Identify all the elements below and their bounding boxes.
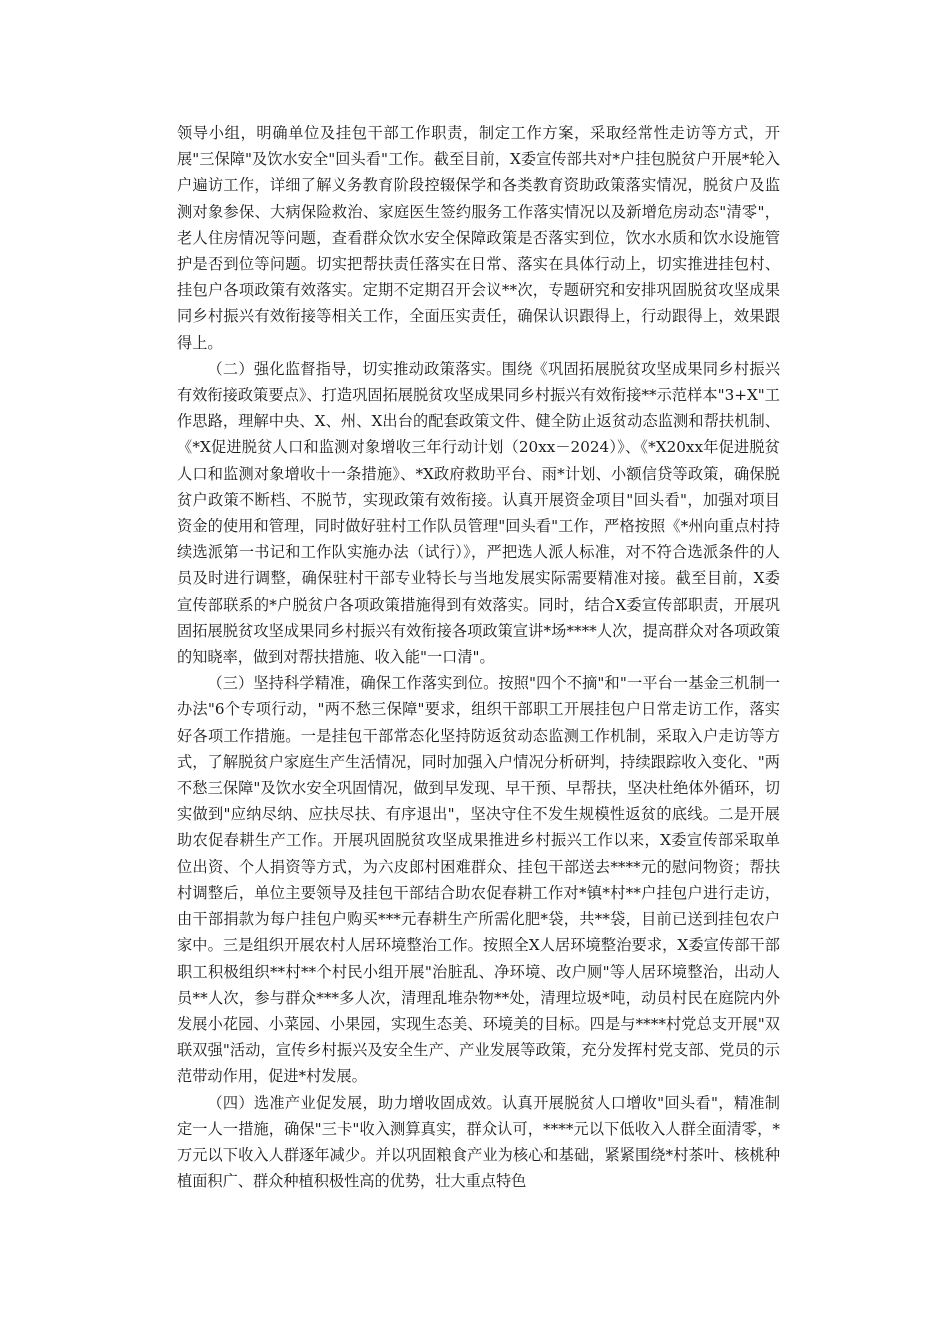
paragraph-1: 领导小组，明确单位及挂包干部工作职责，制定工作方案，采取经常性走访等方式，开展"三保障"及饮水安全"回头看"工作。截至目前，X委宣传部共对*户挂包脱贫户开展*轮入户遍访工作，详细了解义务教育阶段控辍保学和各类教育资助政策落实情况，脱贫户及监测对象参保、大病保险救治、家庭医生签约服务工作落实情况以及新增危房动态"清零"，老人住房情况等问题，查看群众饮水安全保障政策是否落实到位，饮水水质和饮水设施管护是否到位等问题。切实把帮扶责任落实在日常、落实在具体行动上，切实推进挂包村、挂包户各项政策有效落实。定期不定期召开会议**次，专题研究和安排巩固脱贫攻坚成果同乡村振兴有效衔接等相关工作，全面压实责任，确保认识跟得上，行动跟得上，效果跟得上。 bbox=[177, 124, 780, 352]
document-body bbox=[177, 120, 780, 1194]
paragraph-2: （二）强化监督指导，切实推动政策落实。围绕《巩固拓展脱贫攻坚成果同乡村振兴有效衔接政策要点》、打造巩固拓展脱贫攻坚成果同乡村振兴有效衔接**示范样本"3+X"工作思路，理解中央、X、州、X出台的配套政策文件、健全防止返贫动态监测和帮扶机制、《*X促进脱贫人口和监测对象增收三年行动计划（20xx－2024）》、《*X20xx年促进脱贫人口和监测对象增收十一条措施》、*X政府救助平台、雨*计划、小额信贷等政策，确保脱贫户政策不断档、不脱节，实现政策有效衔接。认真开展资金项目"回头看"，加强对项目资金的使用和管理，同时做好驻村工作队员管理"回头看"工作，严格按照《*州向重点村持续选派第一书记和工作队实施办法（试行）》，严把选人派人标准，对不符合选派条件的人员及时进行调整，确保驻村干部专业特长与当地发展实际需要精准对接。截至目前，X委宣传部联系的*户脱贫户各项政策措施得到有效落实。同时，结合X委宣传部职责，开展巩固拓展脱贫攻坚成果同乡村振兴有效衔接各项政策宣讲*场****人次，提高群众对各项政策的知晓率，做到对帮扶措施、收入能"一口清"。 bbox=[177, 359, 780, 667]
paragraph-3: （三）坚持科学精准，确保工作落实到位。按照"四个不摘"和"一平台一基金三机制一办法"6个专项行动，"两不愁三保障"要求，组织干部职工开展挂包户日常走访工作，落实好各项工作措施。一是挂包干部常态化坚持防返贫动态监测工作机制，采取入户走访等方式，了解脱贫户家庭生产生活情况，同时加强入户情况分析研判，持续跟踪收入变化、"两不愁三保障"及饮水安全巩固情况，做到早发现、早干预、早帮扶，坚决杜绝体外循环，切实做到"应纳尽纳、应扶尽扶、有序退出"，坚决守住不发生规模性返贫的底线。二是开展助农促春耕生产工作。开展巩固脱贫攻坚成果推进乡村振兴工作以来，X委宣传部采取单位出资、个人捐资等方式，为六皮郎村困难群众、挂包干部送去****元的慰问物资；帮扶村调整后，单位主要领导及挂包干部结合助农促春耕工作对*镇*村**户挂包户进行走访，由干部捐款为每户挂包户购买***元春耕生产所需化肥*袋，共**袋，目前已送到挂包农户家中。三是组织开展农村人居环境整治工作。按照全X人居环境整治要求，X委宣传部干部职工积极组织**村**个村民小组开展"治脏乱、净环境、改户厕"等人居环境整治，出动人员**人次，参与群众***多人次，清理乱堆杂物**处，清理垃圾*吨，动员村民在庭院内外发展小花园、小菜园、小果园，实现生态美、环境美的目标。四是与****村党总支开展"双联双强"活动，宣传乡村振兴及安全生产、产业发展等政策，充分发挥村党支部、党员的示范带动作用，促进*村发展。 bbox=[177, 674, 780, 1086]
paragraph-4: （四）选准产业促发展，助力增收固成效。认真开展脱贫人口增收"回头看"，精准制定一人一措施，确保"三卡"收入测算真实，群众认可，****元以下低收入人群全面清零，*万元以下收入人群逐年减少。并以巩固粮食产业为核心和基础，紧紧围绕*村茶叶、核桃种植面积广、群众种植积极性高的优势，壮大重点特色 bbox=[177, 1093, 780, 1191]
